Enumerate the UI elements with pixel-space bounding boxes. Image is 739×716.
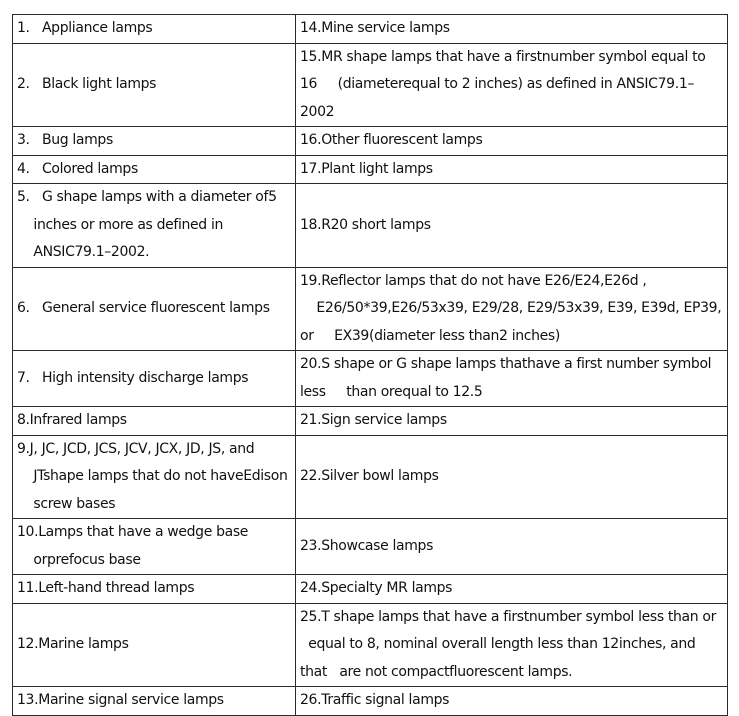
cell-text: 23.Showcase lamps (300, 537, 434, 554)
cell-text: 19.Reflector lamps that do not have E26/E24,E26d , E26/50*39,E26/53x39, E29/28, E29/53x39, E39, E39d, EP39, or EX39(diameter less than2 inches) (300, 272, 722, 344)
table-row (13, 267, 728, 351)
table-row (13, 603, 728, 687)
table-cell (296, 519, 728, 575)
table-cell (13, 351, 296, 407)
cell-text: 9.J, JC, JCD, JCS, JCV, JCX, JD, JS, and JTshape lamps that do not haveEdison screw bases (17, 440, 288, 512)
table-cell (296, 435, 728, 519)
cell-text: 11.Left-hand thread lamps (17, 580, 195, 596)
table-cell (13, 43, 296, 127)
cell-text: 17.Plant light lamps (300, 160, 433, 177)
cell-text: 14.Mine service lamps (300, 20, 450, 36)
cell-text: 16.Other fluorescent lamps (300, 132, 483, 148)
table-row (13, 43, 728, 127)
table-row (13, 184, 728, 268)
cell-text: 21.Sign service lamps (300, 412, 447, 428)
table-cell (13, 267, 296, 351)
table-row (13, 127, 728, 156)
table-cell (13, 127, 296, 156)
cell-text: 24.Specialty MR lamps (300, 580, 453, 596)
table-cell (13, 603, 296, 687)
table-cell (13, 519, 296, 575)
cell-text: 12.Marine lamps (17, 636, 129, 652)
table-cell (13, 15, 296, 44)
table-row (13, 575, 728, 604)
table-cell (296, 155, 728, 184)
table-cell (296, 351, 728, 407)
cell-text: 10.Lamps that have a wedge base orprefocus base (17, 524, 249, 568)
table-cell (296, 15, 728, 44)
table-cell (296, 267, 728, 351)
table-row (13, 15, 728, 44)
table-cell (296, 603, 728, 687)
cell-text: 2. Black light lamps (17, 76, 157, 92)
cell-text: 25.T shape lamps that have a firstnumber symbol less than or equal to 8, nominal overall length less than 12inches, and that are not compactfluorescent lamps. (300, 608, 716, 680)
table-cell (13, 407, 296, 436)
table-row (13, 407, 728, 436)
cell-text: 8.Infrared lamps (17, 412, 127, 428)
table-cell (13, 184, 296, 268)
cell-text: 4. Colored lamps (17, 160, 138, 177)
table-cell (13, 575, 296, 604)
cell-text: 20.S shape or G shape lamps thathave a first number symbol less than orequal to 12.5 (300, 356, 712, 400)
lamp-types-table (12, 14, 728, 716)
table-row (13, 435, 728, 519)
cell-text: 5. G shape lamps with a diameter of5 inches or more as defined in ANSIC79.1–2002. (17, 189, 277, 260)
cell-text: 26.Traffic signal lamps (300, 692, 450, 708)
table-cell (296, 184, 728, 268)
table-cell (13, 435, 296, 519)
table-row (13, 351, 728, 407)
cell-text: 3. Bug lamps (17, 132, 113, 148)
table-cell (296, 43, 728, 127)
cell-text: 18.R20 short lamps (300, 216, 431, 233)
table-cell (296, 127, 728, 156)
table-row (13, 519, 728, 575)
cell-text: 15.MR shape lamps that have a firstnumber symbol equal to 16 (diameterequal to 2 inches) as defined in ANSIC79.1–2002 (300, 48, 706, 120)
cell-text: 22.Silver bowl lamps (300, 468, 439, 484)
cell-text: 7. High intensity discharge lamps (17, 369, 249, 386)
cell-text: 6. General service fluorescent lamps (17, 300, 270, 316)
table-row (13, 155, 728, 184)
cell-text: 1. Appliance lamps (17, 20, 153, 36)
table-cell (296, 575, 728, 604)
cell-text: 13.Marine signal service lamps (17, 692, 224, 708)
table-cell (13, 155, 296, 184)
table-cell (296, 407, 728, 436)
